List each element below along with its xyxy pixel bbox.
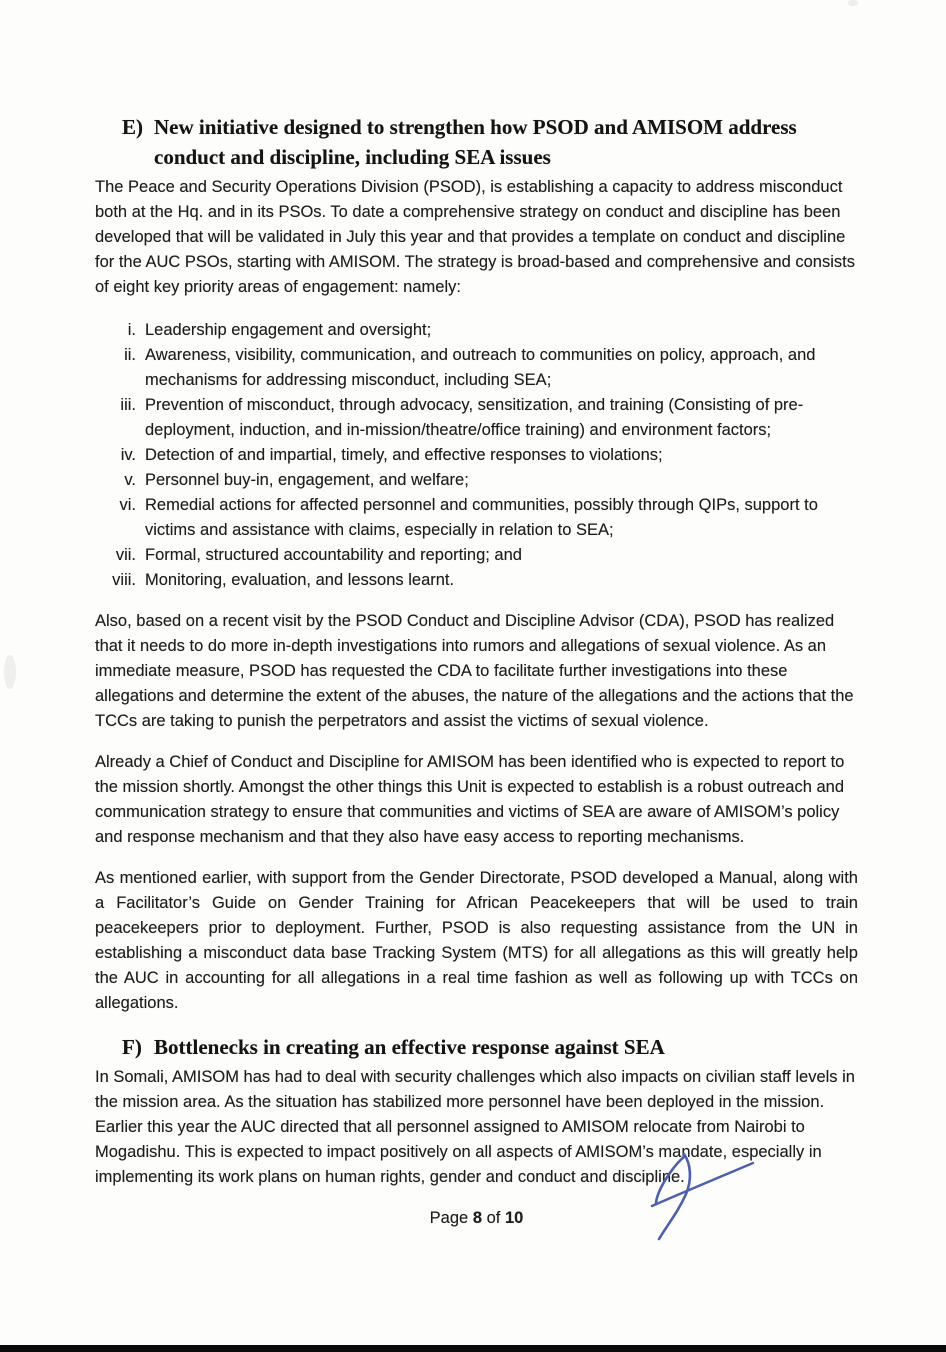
footer-of-word: of [486,1209,501,1227]
list-item-text: Detection of and impartial, timely, and effective responses to violations; [145,446,663,464]
list-item-text: Remedial actions for affected personnel and communities, possibly through QIPs, support to victims and assistance with claims, especially in relation to SEA; [145,496,818,539]
list-item [95,493,858,543]
list-item [95,443,858,468]
section-f-heading [95,1032,858,1062]
list-item [95,543,858,568]
handwritten-signature-mark [640,1142,780,1274]
list-item-numeral: iv. [120,446,136,464]
list-item-numeral: v. [124,471,136,489]
section-e-heading [95,112,858,172]
gender-manual-paragraph: As mentioned earlier, with support from the Gender Directorate, PSOD developed a Manual, along with a Facilitator’s Guide on Gender Training for African Peacekeepers that will be used to train peacekeepers prior to deployment. Further, PSOD is also requesting assistance from the UN in establishing a misconduct data base Tracking System (MTS) for all allegations as this will greatly help the AUC in accounting for all allegations in a real time fashion as well as following up with TCCs on allegations. [95,869,858,1012]
section-e-intro-paragraph: The Peace and Security Operations Division (PSOD), is establishing a capacity to address misconduct both at the Hq. and in its PSOs. To date a comprehensive strategy on conduct and discipline has been developed that will be validated in July this year and that provides a template on conduct and discipline for the AUC PSOs, starting with AMISOM. The strategy is broad-based and comprehensive and consists of eight key priority areas of engagement: namely: [95,178,855,296]
priority-areas-list [95,318,858,593]
list-item-numeral: ii. [124,346,136,364]
list-item-text: Monitoring, evaluation, and lessons learnt. [145,571,455,589]
scan-edge-bottom [0,1345,946,1352]
list-item-text: Formal, structured accountability and reporting; and [145,546,522,564]
cda-visit-paragraph: Also, based on a recent visit by the PSOD Conduct and Discipline Advisor (CDA), PSOD has realized that it needs to do more in-depth investigations into rumors and allegations of sexual violence. As an immediate measure, PSOD has requested the CDA to facilitate further investigations into these allegations and determine the extent of the abuses, the nature of the allegations and the actions that the TCCs are taking to punish the perpetrators and assist the victims of sexual violence. [95,612,854,730]
list-item-numeral: viii. [112,571,136,589]
list-item [95,468,858,493]
list-item [95,393,858,443]
signature-stroke-diagonal [652,1163,753,1206]
footer-page-word: Page [429,1209,469,1227]
scan-smudge-left [4,655,16,689]
section-e-title: New initiative designed to strengthen how PSOD and AMISOM address conduct and discipline, including SEA issues [154,115,797,169]
list-item-numeral: vi. [119,496,136,514]
list-item-numeral: iii. [120,396,136,414]
chief-conduct-paragraph: Already a Chief of Conduct and Discipline for AMISOM has been identified who is expected to report to the mission shortly. Amongst the other things this Unit is expected to establish is a robust outreach and communication strategy to ensure that communities and victims of SEA are aware of AMISOM’s policy and response mechanism and that they also have easy access to reporting mechanisms. [95,753,845,846]
footer-total-pages: 10 [504,1209,524,1227]
list-item [95,318,858,343]
list-item-numeral: vii. [115,546,136,564]
footer-page-number: 8 [472,1209,482,1227]
section-e-label: E) [122,115,143,139]
list-item-text: Leadership engagement and oversight; [145,321,432,339]
scan-smudge-top-right [848,0,858,6]
list-item-numeral: i. [127,321,136,339]
section-f-paragraph: In Somali, AMISOM has had to deal with security challenges which also impacts on civilian staff levels in the mission area. As the situation has stabilized more personnel have been deployed in the mission. Earlier this year the AUC directed that all personnel assigned to AMISOM relocate from Nairobi to Mogadishu. This is expected to impact positively on all aspects of AMISOM’s mandate, especially in implementing its work plans on human rights, gender and conduct and discipline. [95,1068,855,1186]
list-item-text: Awareness, visibility, communication, and outreach to communities on policy, approach, and mechanisms for addressing misconduct, including SEA; [145,346,816,389]
section-f-title: Bottlenecks in creating an effective response against SEA [154,1035,665,1059]
section-f-label: F) [122,1035,142,1059]
list-item [95,568,858,593]
list-item-text: Personnel buy-in, engagement, and welfare; [145,471,469,489]
list-item-text: Prevention of misconduct, through advocacy, sensitization, and training (Consisting of pre-deployment, induction, and in-mission/theatre/office training) and environment factors; [145,396,804,439]
list-item [95,343,858,393]
